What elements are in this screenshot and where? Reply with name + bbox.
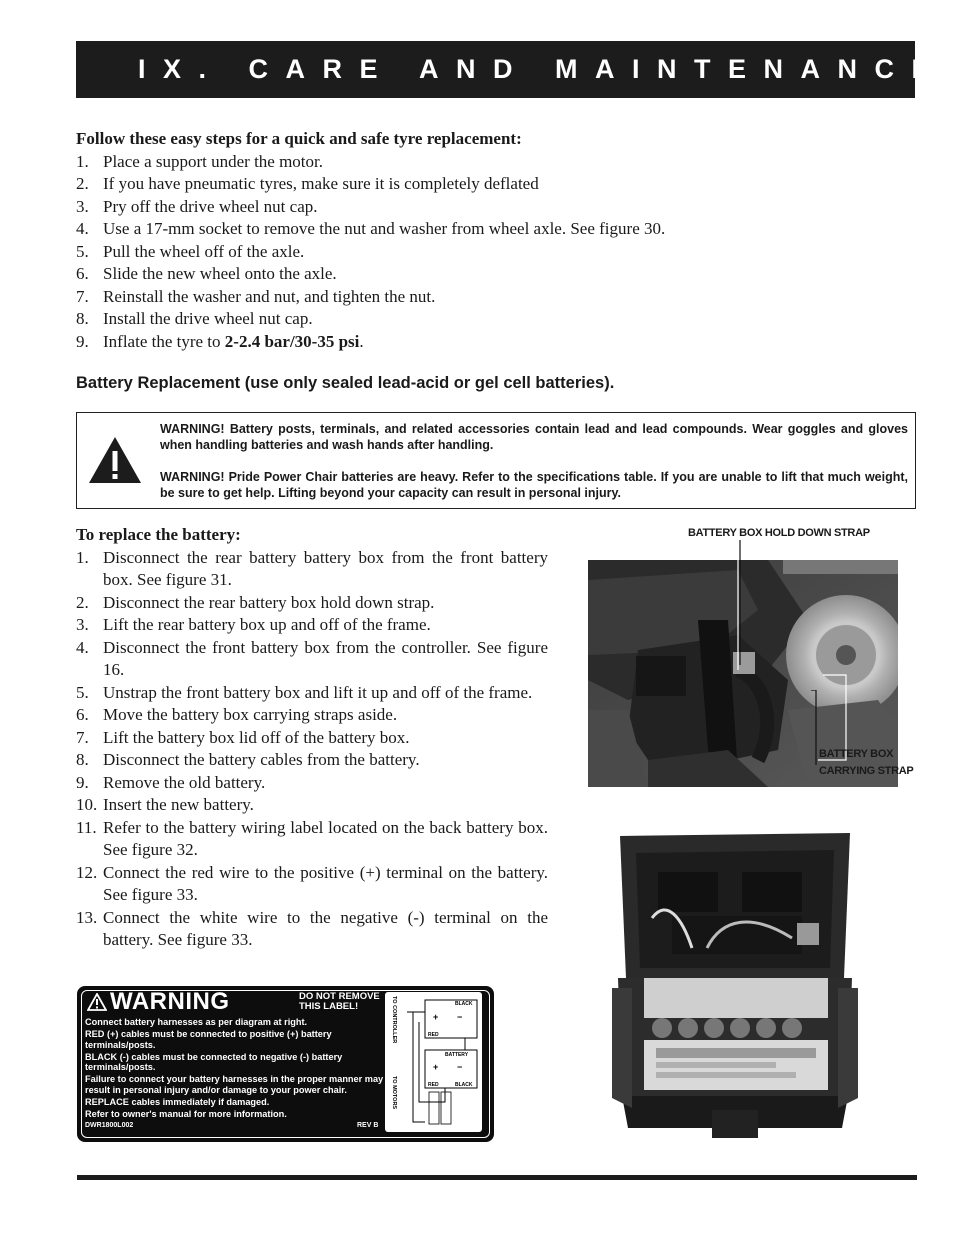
list-item	[76, 704, 548, 727]
list-item	[76, 862, 548, 907]
list-item	[76, 196, 776, 219]
carrying-strap-label	[819, 746, 913, 780]
step-number: 10.	[76, 795, 98, 814]
list-item	[76, 794, 548, 817]
step-text: Disconnect the battery cables from the battery.	[103, 750, 420, 769]
step-text: If you have pneumatic tyres, make sure it is completely deflated	[103, 174, 539, 193]
list-item	[76, 218, 776, 241]
chapter-header	[76, 41, 948, 98]
wiring-diagram-art	[385, 992, 482, 1132]
tyre-lead: Follow these easy steps for a quick and safe tyre replacement:	[76, 129, 522, 148]
step-number: 9.	[76, 772, 89, 792]
leader-line-top	[720, 540, 760, 665]
step-text: Use a 17-mm socket to remove the nut and washer from wheel axle. See figure 30.	[103, 219, 666, 238]
step-text-prefix: Inflate the tyre to	[103, 331, 225, 351]
do-not-remove-line1: DO NOT REMOVE	[299, 991, 380, 1002]
label-line: Refer to owner's manual for more information.	[85, 1109, 287, 1120]
label-line: REPLACE cables immediately if damaged.	[85, 1097, 270, 1108]
list-item	[76, 772, 548, 795]
step-number: 2.	[76, 174, 89, 193]
step-text: Move the battery box carrying straps aside.	[103, 705, 398, 724]
step-number: 1.	[76, 547, 89, 567]
list-item	[76, 331, 776, 354]
step-number: 3.	[76, 196, 89, 216]
step-text: Disconnect the rear battery box hold down strap.	[103, 592, 435, 612]
step-number: 8.	[76, 750, 89, 769]
footer-rule	[77, 1175, 917, 1180]
step-text: Disconnect the front battery box from the controller. See figure 16.	[103, 637, 548, 679]
step-text: Pull the wheel off of the axle.	[103, 241, 305, 261]
step-text: Reinstall the washer and nut, and tighten the nut.	[103, 286, 436, 306]
list-item	[76, 151, 776, 174]
label-line: RED (+) cables must be connected to positive (+) battery terminals/posts.	[85, 1029, 332, 1050]
to-controller-text: TO CONTROLLER	[391, 996, 397, 1044]
battery-wiring-warning-label	[77, 986, 494, 1142]
list-item	[76, 727, 548, 750]
warning-triangle-small-icon	[87, 993, 107, 1011]
minus-bottom-text: −	[457, 1062, 463, 1072]
step-text: Slide the new wheel onto the axle.	[103, 264, 337, 283]
chapter-title: IX. CARE AND MAINTENANCE	[138, 54, 948, 84]
step-text: Lift the battery box lid off of the battery box.	[103, 727, 410, 747]
label-part-code: DWR1800L002	[85, 1122, 134, 1129]
do-not-remove-line2: THIS LABEL!	[299, 1001, 359, 1012]
list-item	[76, 592, 548, 615]
label-line: Failure to connect your battery harnesses in the proper manner may result in personal injury and/or damage to your power chair.	[85, 1074, 384, 1095]
black-top-text: BLACK	[455, 1001, 473, 1007]
open-battery-box-photo-art	[612, 828, 858, 1138]
list-item	[76, 173, 776, 196]
list-item	[76, 682, 548, 705]
step-number: 13.	[76, 907, 98, 927]
warning-lead-para: WARNING! Battery posts, terminals, and related accessories contain lead and lead compounds. Wear goggles and gloves when handling batteries and wash hands after handling.	[160, 422, 908, 452]
step-number: 2.	[76, 592, 89, 612]
step-text: Install the drive wheel nut cap.	[103, 309, 313, 328]
step-number: 6.	[76, 264, 89, 283]
step-number: 3.	[76, 615, 89, 634]
minus-top-text: −	[457, 1012, 463, 1022]
tyre-replacement-section	[76, 128, 776, 353]
carrying-strap-label-line1: BATTERY BOX	[819, 748, 894, 760]
step-text: Lift the rear battery box up and off of the frame.	[103, 615, 431, 634]
label-revision: REV B	[357, 1122, 379, 1129]
step-text: Disconnect the rear battery battery box from the front battery box. See figure 31.	[103, 547, 548, 589]
step-text: Connect the red wire to the positive (+) terminal on the battery. See figure 33.	[103, 862, 548, 904]
step-number: 5.	[76, 682, 89, 702]
leader-line-bottom	[810, 690, 822, 800]
list-item	[76, 241, 776, 264]
carrying-strap-label-line2: CARRYING STRAP	[819, 765, 914, 777]
battery-heading: Battery Replacement (use only sealed lead-acid or gel cell batteries).	[76, 374, 615, 392]
step-number: 6.	[76, 705, 89, 724]
replace-lead: To replace the battery:	[76, 525, 241, 544]
battery-replace-section	[76, 524, 548, 952]
list-item	[76, 263, 776, 286]
step-text	[103, 331, 776, 354]
step-number: 4.	[76, 637, 89, 657]
black-bottom-text: BLACK	[455, 1082, 473, 1088]
step-number: 7.	[76, 727, 89, 747]
hold-down-strap-label: BATTERY BOX HOLD DOWN STRAP	[688, 527, 870, 539]
step-number: 5.	[76, 241, 89, 261]
label-line: Connect battery harnesses as per diagram at right.	[85, 1017, 308, 1027]
red-top-text: RED	[428, 1032, 439, 1038]
step-number: 9.	[76, 331, 89, 351]
step-text: Remove the old battery.	[103, 772, 266, 792]
tyre-pressure: 2-2.4 bar/30-35 psi	[224, 331, 360, 351]
step-number: 4.	[76, 219, 89, 238]
label-warning-title	[87, 988, 230, 1016]
warning-text	[160, 421, 908, 501]
step-text: Insert the new battery.	[103, 795, 254, 814]
label-instructions	[85, 1017, 385, 1121]
step-text: Unstrap the front battery box and lift it up and off of the frame.	[103, 682, 533, 702]
list-item	[76, 308, 776, 331]
tyre-steps	[76, 151, 776, 354]
step-text: Pry off the drive wheel nut cap.	[103, 196, 318, 216]
warning-weight-para: WARNING! Pride Power Chair batteries are heavy. Refer to the specifications table. If you are unable to lift that much weight, be sure to get help. Lifting beyond your capacity can result in personal injury.	[160, 470, 908, 500]
step-number: 8.	[76, 309, 89, 328]
step-text: Refer to the battery wiring label located on the back battery box. See figure 32.	[103, 817, 548, 859]
label-line: BLACK (-) cables must be connected to negative (-) battery terminals/posts.	[85, 1051, 343, 1073]
list-item	[76, 907, 548, 952]
label-warning-word: WARNING	[110, 988, 230, 1015]
warning-box	[76, 412, 916, 509]
red-bottom-text: RED	[428, 1082, 439, 1088]
step-number: 11.	[76, 817, 97, 837]
list-item	[76, 547, 548, 592]
plus-bottom-text: +	[433, 1062, 439, 1072]
wiring-diagram	[385, 992, 482, 1132]
plus-top-text: +	[433, 1012, 439, 1022]
battery-text: BATTERY	[445, 1052, 469, 1058]
step-number: 1.	[76, 151, 89, 171]
step-number: 7.	[76, 286, 89, 306]
list-item	[76, 749, 548, 772]
open-battery-box-photo	[612, 828, 858, 1138]
list-item	[76, 614, 548, 637]
list-item	[76, 817, 548, 862]
list-item	[76, 286, 776, 309]
warning-triangle-icon	[87, 435, 143, 485]
step-text: Place a support under the motor.	[103, 151, 324, 171]
step-text-suffix: .	[359, 331, 364, 351]
replace-steps	[76, 547, 548, 952]
do-not-remove-note	[299, 992, 389, 1012]
to-motors-text: TO MOTORS	[391, 1076, 397, 1110]
list-item	[76, 637, 548, 682]
step-text: Connect the white wire to the negative (-) terminal on the battery. See figure 33.	[103, 907, 548, 949]
step-number: 12.	[76, 862, 98, 882]
